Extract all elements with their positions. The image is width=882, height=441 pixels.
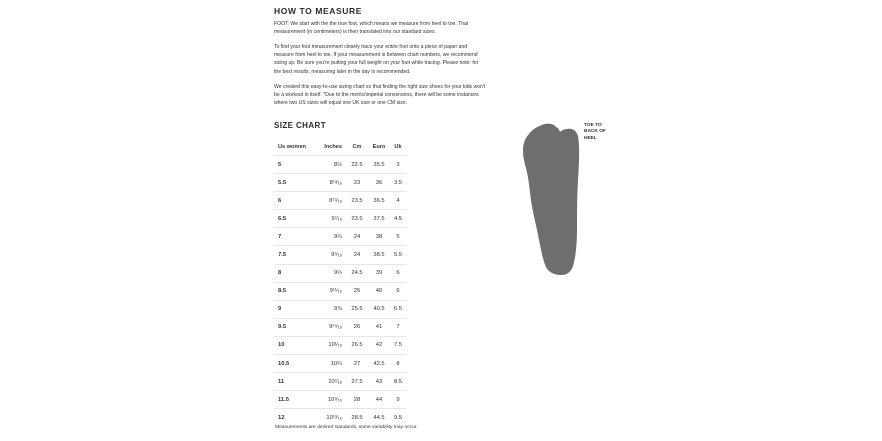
cell-us-size: 9	[274, 300, 314, 318]
cell-cm: 27	[346, 355, 368, 373]
size-chart-row	[274, 228, 406, 246]
cell-us-size: 6.5	[274, 210, 314, 228]
cell-us-size: 6	[274, 192, 314, 210]
cell-uk: 5.5	[390, 246, 406, 264]
footnote: Measurements are desired standards, some variability may occur.	[275, 425, 418, 430]
size-chart-row	[274, 336, 406, 354]
cell-cm: 23.5	[346, 192, 368, 210]
cell-cm: 23	[346, 174, 368, 192]
cell-uk: 6	[390, 282, 406, 300]
instructions-paragraph: To find your foot measurement closely trace your entire foot onto a piece of paper and measure from heel to toe. If your measurement is between chart numbers, we recommend sizing up. Be sure you're putting your full weight on your foot while tracing. Please note: for the best results, measuring later in the day is recommended.	[274, 44, 479, 75]
cell-euro: 41	[368, 318, 390, 336]
size-chart-row	[274, 156, 406, 174]
cell-inches: 9⁵⁄₁₆	[314, 246, 346, 264]
size-chart-table	[274, 138, 406, 426]
cell-uk: 3.5	[390, 174, 406, 192]
size-chart-row	[274, 264, 406, 282]
cell-us-size: 9.5	[274, 318, 314, 336]
cell-uk: 9.5	[390, 409, 406, 427]
cell-inches: 8¹⁵⁄₁₆	[314, 192, 346, 210]
cell-euro: 40.5	[368, 300, 390, 318]
cell-us-size: 10	[274, 336, 314, 354]
cell-inches: 8¹³⁄₁₆	[314, 174, 346, 192]
cell-cm: 25	[346, 282, 368, 300]
cell-inches: 8½	[314, 156, 346, 174]
cell-inches: 9¹¹⁄₁₆	[314, 282, 346, 300]
sizing-note-paragraph: We created this easy-to-use sizing chart so that finding the right size shoes for your kids won't be a workout in itself. *Due to the metric/imperial conversions, there will be some instances where two US sizes will equal one UK size or one CM size.	[274, 84, 486, 107]
page-title: HOW TO MEASURE	[274, 6, 363, 16]
cell-uk: 5	[390, 228, 406, 246]
cell-uk: 7	[390, 318, 406, 336]
cell-euro: 44	[368, 391, 390, 409]
cell-us-size: 11	[274, 373, 314, 391]
size-chart-header-row	[274, 138, 406, 156]
cell-us-size: 10.5	[274, 355, 314, 373]
cell-inches: 10⁹⁄₁₆	[314, 391, 346, 409]
cell-inches: 9¼	[314, 228, 346, 246]
cell-cm: 27.5	[346, 373, 368, 391]
cell-cm: 26.5	[346, 336, 368, 354]
cell-us-size: 8	[274, 264, 314, 282]
header-inches: Inches	[324, 143, 342, 150]
cell-euro: 38	[368, 228, 390, 246]
size-chart-row	[274, 210, 406, 228]
cell-euro: 42	[368, 336, 390, 354]
cell-uk: 9	[390, 391, 406, 409]
cell-us-size: 5	[274, 156, 314, 174]
size-chart-row	[274, 318, 406, 336]
cell-inches: 10¼	[314, 355, 346, 373]
cell-cm: 28	[346, 391, 368, 409]
cell-uk: 8.5	[390, 373, 406, 391]
cell-cm: 23.5	[346, 210, 368, 228]
cell-cm: 24.5	[346, 264, 368, 282]
cell-euro: 43	[368, 373, 390, 391]
cell-euro: 37.5	[368, 210, 390, 228]
cell-uk: 4.5	[390, 210, 406, 228]
cell-euro: 44.5	[368, 409, 390, 427]
cell-us-size: 7.5	[274, 246, 314, 264]
size-chart-row	[274, 246, 406, 264]
cell-euro: 42.5	[368, 355, 390, 373]
header-euro: Euro	[372, 143, 386, 150]
size-chart-heading: SIZE CHART	[274, 121, 326, 130]
cell-euro: 39	[368, 264, 390, 282]
cell-euro: 35.5	[368, 156, 390, 174]
cell-cm: 24	[346, 228, 368, 246]
cell-uk: 7.5	[390, 336, 406, 354]
intro-paragraph: FOOT: We start with the the true foot, which means we measure from heel to toe. That measurement (in centimeters) is then translated into our standard sizes.	[274, 21, 469, 36]
cell-euro: 40	[368, 282, 390, 300]
size-chart-row	[274, 192, 406, 210]
cell-cm: 26	[346, 318, 368, 336]
cell-inches: 10⁷⁄₁₆	[314, 373, 346, 391]
cell-inches: 9½	[314, 264, 346, 282]
header-uk: Uk	[394, 143, 402, 150]
cell-inches: 9⅞	[314, 300, 346, 318]
foot-diagram-label: TOE TO BACK OF HEEL	[584, 123, 606, 141]
cell-uk: 4	[390, 192, 406, 210]
cell-euro: 36.5	[368, 192, 390, 210]
cell-inches: 10¹⁄₁₆	[314, 336, 346, 354]
cell-cm: 24	[346, 246, 368, 264]
cell-inches: 10¹³⁄₁₆	[314, 409, 346, 427]
foot-outline-icon	[515, 120, 625, 280]
cell-inches: 9⁷⁄₁₆	[314, 210, 346, 228]
cell-uk: 6.5	[390, 300, 406, 318]
cell-us-size: 8.5	[274, 282, 314, 300]
size-chart-row	[274, 300, 406, 318]
cell-inches: 9¹⁵⁄₁₆	[314, 318, 346, 336]
cell-us-size: 7	[274, 228, 314, 246]
cell-uk: 3	[390, 156, 406, 174]
cell-cm: 22.5	[346, 156, 368, 174]
cell-us-size: 5.5	[274, 174, 314, 192]
size-chart-row	[274, 174, 406, 192]
size-chart-row	[274, 355, 406, 373]
cell-euro: 38.5	[368, 246, 390, 264]
cell-uk: 6	[390, 264, 406, 282]
cell-us-size: 12	[274, 409, 314, 427]
foot-silhouette	[523, 124, 579, 275]
foot-diagram	[515, 120, 625, 280]
cell-euro: 36	[368, 174, 390, 192]
size-chart-row	[274, 282, 406, 300]
cell-cm: 25.5	[346, 300, 368, 318]
cell-cm: 28.5	[346, 409, 368, 427]
size-chart-row	[274, 373, 406, 391]
size-chart-row	[274, 391, 406, 409]
cell-uk: 8	[390, 355, 406, 373]
header-cm: Cm	[352, 143, 362, 150]
cell-us-size: 11.5	[274, 391, 314, 409]
size-chart-row	[274, 409, 406, 427]
header-us-women: Us women	[278, 143, 306, 150]
